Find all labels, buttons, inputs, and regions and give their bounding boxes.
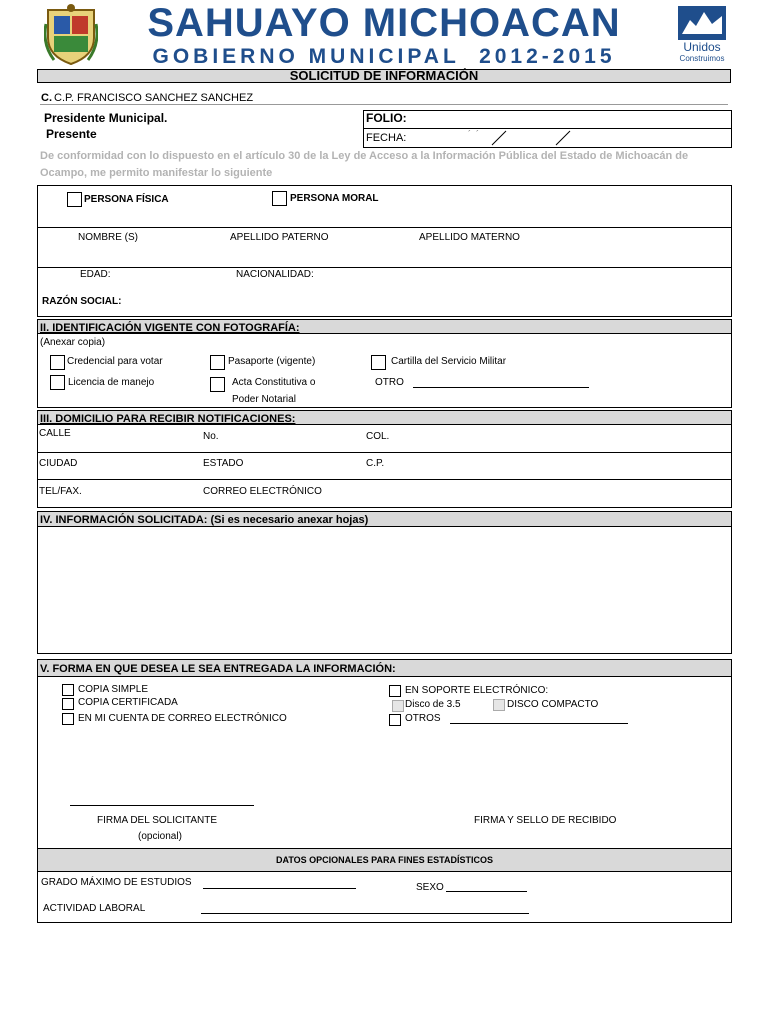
ciudad-label: CIUDAD (39, 458, 78, 469)
section-4-title: IV. INFORMACIÓN SOLICITADA: (Si es necesario anexar hojas) (40, 514, 369, 526)
licencia-checkbox[interactable] (50, 375, 65, 390)
copia-certificada-checkbox[interactable] (62, 698, 74, 710)
otros-input-line[interactable] (450, 723, 628, 724)
soporte-label: EN SOPORTE ELECTRÓNICO: (405, 685, 549, 696)
disco-compacto-checkbox[interactable] (493, 699, 505, 711)
persona-moral-label: PERSONA MORAL (290, 193, 379, 204)
nombre-input[interactable] (40, 246, 728, 264)
sexo-input-line[interactable] (446, 891, 527, 892)
actividad-label: ACTIVIDAD LABORAL (43, 903, 146, 914)
otros-label: OTROS (405, 713, 441, 724)
correo-label: CORREO ELECTRÓNICO (203, 486, 322, 497)
fecha-marks: ´ ´ (468, 129, 479, 139)
otro-label: OTRO (375, 377, 404, 388)
addressee-prefix: C. (41, 92, 52, 104)
section-3-title: III. DOMICILIO PARA RECIBIR NOTIFICACIONES: (40, 413, 296, 425)
addressee-underline (40, 104, 728, 105)
cp-label: C.P. (366, 458, 385, 469)
disco35-label: Disco de 3.5 (405, 699, 461, 710)
fecha-label: FECHA: (366, 132, 407, 144)
apellido-materno-label: APELLIDO MATERNO (419, 232, 520, 243)
acta-label-2: Poder Notarial (232, 394, 296, 405)
sexo-label: SEXO (416, 882, 444, 893)
copia-certificada-label: COPIA CERTIFICADA (78, 697, 178, 708)
copia-simple-checkbox[interactable] (62, 684, 74, 696)
grado-input-line[interactable] (203, 888, 356, 889)
cartilla-label: Cartilla del Servicio Militar (391, 356, 507, 367)
form-title: SOLICITUD DE INFORMACIÓN (289, 68, 479, 83)
firma-sello-label: FIRMA Y SELLO DE RECIBIDO (474, 815, 617, 826)
addressee-greeting: Presente (46, 127, 97, 141)
otro-input-line[interactable] (413, 387, 589, 388)
acta-label-1: Acta Constitutiva o (232, 377, 316, 388)
pasaporte-checkbox[interactable] (210, 355, 225, 370)
credencial-checkbox[interactable] (50, 355, 65, 370)
unidos-logo-text: Unidos (683, 40, 721, 54)
pasaporte-label: Pasaporte (vigente) (228, 356, 316, 367)
otros-checkbox[interactable] (389, 714, 401, 726)
cartilla-checkbox[interactable] (371, 355, 386, 370)
edad-label: EDAD: (80, 269, 111, 280)
actividad-input-line[interactable] (201, 913, 529, 914)
addressee-name: C.P. FRANCISCO SANCHEZ SANCHEZ (54, 92, 254, 104)
telfax-label: TEL/FAX. (39, 486, 82, 497)
unidos-logo-subtext: Construimos (679, 54, 725, 63)
disco-compacto-label: DISCO COMPACTO (507, 699, 599, 710)
soporte-checkbox[interactable] (389, 685, 401, 697)
firma-solicitante-line[interactable] (70, 805, 254, 806)
section-5-title: V. FORMA EN QUE DESEA LE SEA ENTREGADA LA INFORMACIÓN: (40, 663, 396, 675)
folio-label: FOLIO: (366, 111, 407, 125)
correo-cuenta-label: EN MI CUENTA DE CORREO ELECTRÓNICO (78, 713, 287, 724)
fecha-input[interactable] (420, 130, 730, 146)
licencia-label: Licencia de manejo (68, 377, 155, 388)
intro-line-2: Ocampo, me permito manifestar lo siguiente (40, 167, 273, 179)
section-2-title: II. IDENTIFICACIÓN VIGENTE CON FOTOGRAFÍA: (40, 322, 300, 334)
folio-input[interactable] (420, 111, 730, 127)
credencial-label: Credencial para votar (67, 356, 163, 367)
nacionalidad-label: NACIONALIDAD: (236, 269, 314, 280)
page-header-title: SAHUAYO MICHOACAN (147, 1, 621, 45)
copia-simple-label: COPIA SIMPLE (78, 684, 149, 695)
apellido-paterno-label: APELLIDO PATERNO (230, 232, 329, 243)
acta-checkbox[interactable] (210, 377, 225, 392)
persona-fisica-label: PERSONA FÍSICA (84, 194, 169, 205)
firma-solicitante-label: FIRMA DEL SOLICITANTE (97, 815, 218, 826)
col-label: COL. (366, 431, 390, 442)
estado-label: ESTADO (203, 458, 244, 469)
municipal-seal (44, 4, 98, 66)
section-2-note: (Anexar copia) (40, 337, 106, 348)
razon-social-label: RAZÓN SOCIAL: (42, 296, 122, 307)
page-header-subtitle: GOBIERNO MUNICIPAL 2012-2015 (152, 45, 616, 68)
addressee-role: Presidente Municipal. (44, 111, 168, 125)
persona-fisica-checkbox[interactable] (67, 192, 82, 207)
nombres-label: NOMBRE (S) (78, 232, 138, 243)
grado-label: GRADO MÁXIMO DE ESTUDIOS (41, 877, 192, 888)
informacion-solicitada-textarea[interactable] (39, 528, 729, 652)
opcional-label: (opcional) (138, 831, 182, 842)
correo-cuenta-checkbox[interactable] (62, 713, 74, 725)
no-label: No. (203, 431, 219, 442)
calle-label: CALLE (39, 428, 71, 439)
stats-title: DATOS OPCIONALES PARA FINES ESTADÍSTICOS (275, 855, 494, 865)
razon-social-input[interactable] (130, 292, 728, 310)
persona-moral-checkbox[interactable] (272, 191, 287, 206)
disco35-checkbox[interactable] (392, 700, 404, 712)
intro-line-1: De conformidad con lo dispuesto en el artículo 30 de la Ley de Acceso a la Información Pública del Estado de Michoacán de (40, 150, 689, 162)
unidos-logo (676, 4, 728, 68)
